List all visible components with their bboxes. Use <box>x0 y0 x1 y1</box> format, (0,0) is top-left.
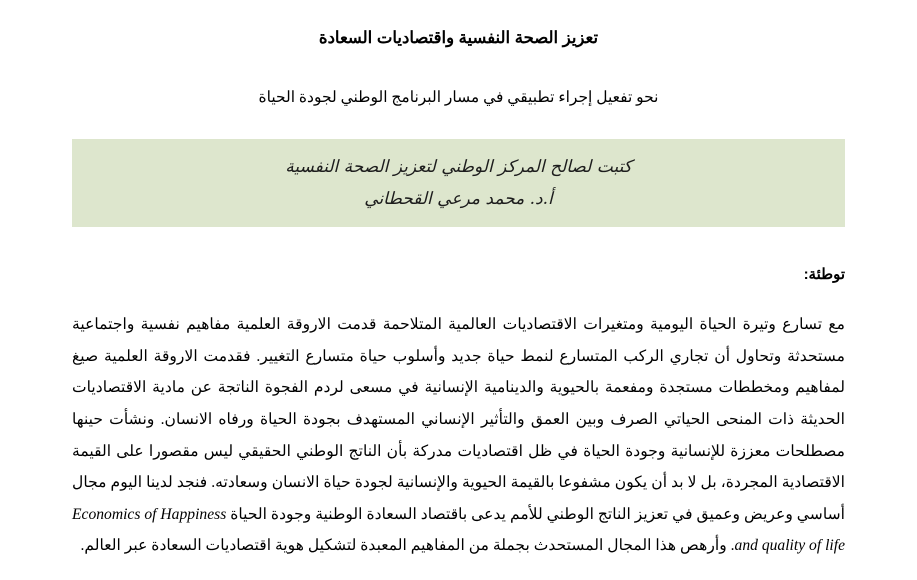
author-band <box>72 139 845 227</box>
body-paragraph-part-1: مع تسارع وتيرة الحياة اليومية ومتغيرات الاقتصاديات العالمية المتلاحمة قدمت الاروقة العلمية مفاهيم نفسية واجتماعية مستحدثة وتحاول أن تجاري الركب المتسارع لنمط حياة جديد وأسلوب حياة متسارع التغيير. فقدمت الاروقة العلمية صيغ لمفاهيم ومخططات مستجدة ومفعمة بالحيوية والدينامية الإنسانية في مسعى لردم الفجوة الناتجة عن مادية الاقتصاديات الحديثة ذات المنحى الحياتي الصرف وبين العمق والتأثير الإنساني المستهدف بجودة الحياة ورفاه الانسان. ونشأت حينها مصطلحات معززة للإنسانية وجودة الحياة في ظل اقتصاديات مدركة بأن الناتج الوطني الحقيقي ليس مقصورا على القيمة الاقتصادية المجردة، بل لا بد أن يكون مشفوعا بالقيمة الحيوية والإنسانية لجودة حياة الانسان وسعادته. فنجد لدينا اليوم مجال أساسي وعريض وعميق في تعزيز الناتج الوطني للأمم يدعى باقتصاد السعادة الوطنية وجودة الحياة <box>72 316 845 523</box>
body-paragraph <box>72 283 845 562</box>
page-title: تعزيز الصحة النفسية واقتصاديات السعادة <box>318 29 599 47</box>
author-band-line-2: أ.د. محمد مرعي القحطاني <box>364 189 553 209</box>
author-band-line-1: كتبت لصالح المركز الوطني لتعزيز الصحة النفسية <box>285 156 632 177</box>
document-subtitle: نحو تفعيل إجراء تطبيقي في مسار البرنامج الوطني لجودة الحياة <box>258 89 659 106</box>
body-paragraph-part-2: . وأرهص هذا المجال المستحدث بجملة من المفاهيم المعبدة لتشكيل هوية اقتصاديات السعادة عبر العالم. <box>80 537 735 555</box>
body-paragraph-latin-term: Economics of Happiness and quality of life <box>72 505 845 555</box>
section-heading-preamble: توطئة: <box>803 266 845 283</box>
